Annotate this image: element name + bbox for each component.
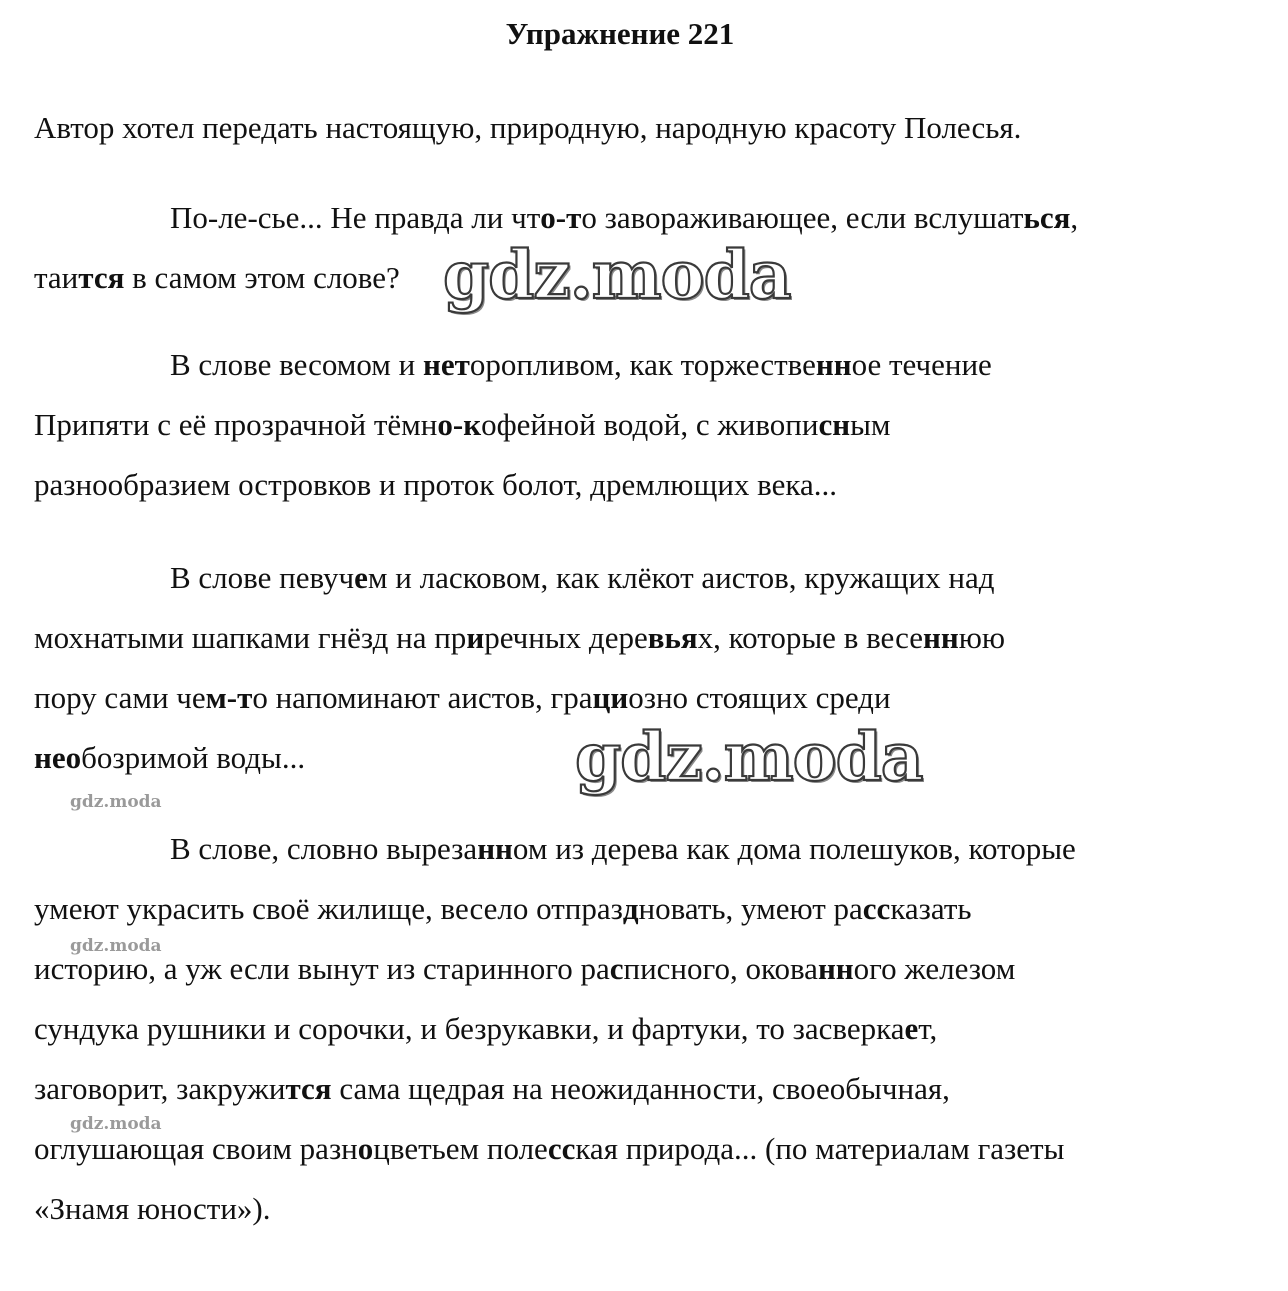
highlighted-letters: ься	[1023, 200, 1071, 235]
highlighted-letters: сс	[862, 891, 891, 926]
exercise-title: Упражнение 221	[505, 16, 735, 51]
watermark-small: gdz.moda	[70, 936, 162, 956]
highlighted-letters: нео	[34, 740, 82, 775]
paragraph-line: сундука рушники и сорочки, и безрукавки, и фартуки, то засверкает,	[34, 1011, 938, 1046]
watermark-logo: gdz.moda	[575, 718, 923, 796]
highlighted-letters: сн	[818, 407, 851, 442]
paragraph-line: заговорит, закружится сама щедрая на неожиданности, своеобычная,	[34, 1071, 950, 1106]
highlighted-letters: сс	[547, 1131, 576, 1166]
highlighted-letters: с	[609, 951, 624, 986]
highlighted-letters: м-т	[205, 680, 253, 715]
highlighted-letters: тся	[78, 260, 125, 295]
paragraph-line: В слове, словно вырезанном из дерева как дома полешуков, которые	[170, 831, 1076, 866]
watermark-small: gdz.moda	[70, 1114, 162, 1134]
highlighted-letters: нн	[817, 951, 854, 986]
highlighted-letters: нет	[423, 347, 470, 382]
paragraph-2	[34, 335, 1244, 515]
highlighted-letters: нн	[815, 347, 852, 382]
highlighted-letters: и	[466, 620, 485, 655]
paragraph-line: «Знамя юности»).	[34, 1191, 271, 1226]
paragraph-line: По-ле-сье... Не правда ли что-то завораживающее, если вслушаться,	[170, 200, 1079, 235]
paragraph-line: необозримой воды...	[34, 740, 306, 775]
paragraph-line: умеют украсить своё жилище, весело отпраздновать, умеют рассказать	[34, 891, 972, 926]
paragraph-4	[34, 819, 1244, 1239]
paragraph-line: историю, а уж если вынут из старинного расписного, окованного железом	[34, 951, 1016, 986]
highlighted-letters: нн	[477, 831, 513, 866]
highlighted-letters: е	[904, 1011, 919, 1046]
paragraph-line: В слове весомом и неторопливом, как торжественное течение	[170, 347, 992, 382]
highlighted-letters: нн	[922, 620, 959, 655]
highlighted-letters: о-к	[437, 407, 482, 442]
paragraph-line: таится в самом этом слове?	[34, 260, 400, 295]
highlighted-letters: вья	[647, 620, 698, 655]
paragraph-line: мохнатыми шапками гнёзд на приречных деревьях, которые в весеннюю	[34, 620, 1006, 655]
highlighted-letters: о	[357, 1131, 374, 1166]
highlighted-letters: тся	[285, 1071, 332, 1106]
paragraph-line: разнообразием островков и проток болот, дремлющих века...	[34, 467, 837, 502]
paragraph-line: пору сами чем-то напоминают аистов, грациозно стоящих среди	[34, 680, 891, 715]
paragraph-line: Припяти с её прозрачной тёмно-кофейной водой, с живописным	[34, 407, 891, 442]
paragraph-line: оглушающая своим разноцветьем полесская природа... (по материалам газеты	[34, 1131, 1065, 1166]
watermark-small: gdz.moda	[70, 792, 162, 812]
highlighted-letters: о-т	[540, 200, 582, 235]
highlighted-letters: ци	[592, 680, 629, 715]
highlighted-letters: е	[354, 560, 368, 595]
intro-line: Автор хотел передать настоящую, природную, народную красоту Полесья.	[34, 110, 1022, 145]
intro-paragraph	[34, 98, 1244, 158]
paragraph-line: В слове певучем и ласковом, как клёкот аистов, кружащих над	[170, 560, 995, 595]
watermark-logo: gdz.moda	[443, 236, 791, 314]
highlighted-letters: д	[622, 891, 639, 926]
